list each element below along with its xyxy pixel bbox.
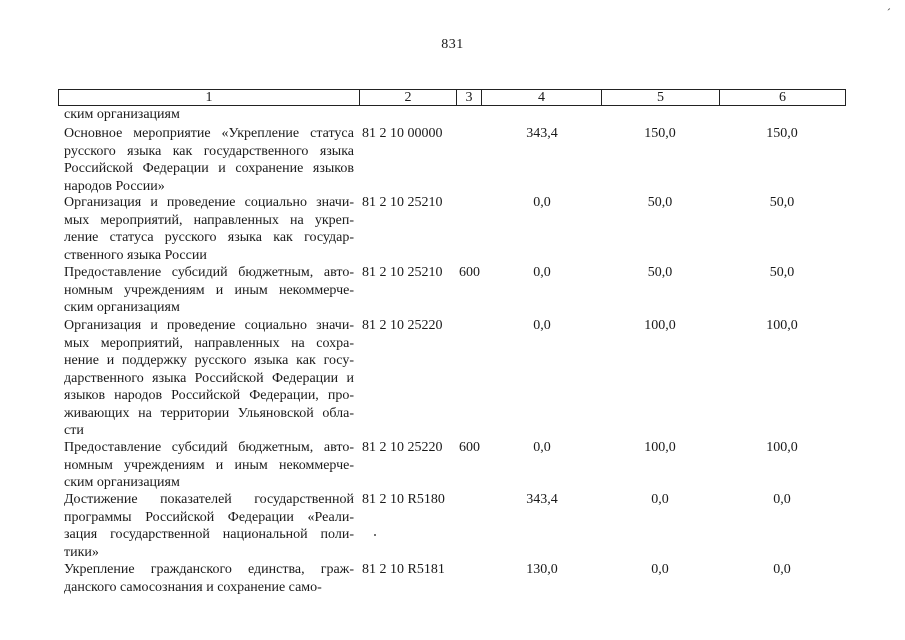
row-value-col6: 50,0: [769, 265, 795, 280]
description-line: ским организациям: [64, 475, 180, 490]
row-value-col5: 150,0: [644, 126, 676, 141]
row-value-col5: 100,0: [644, 318, 676, 333]
row-value-col4: 343,4: [526, 126, 558, 141]
row-value-col4: 343,4: [526, 492, 558, 507]
row-description: [64, 491, 354, 561]
description-line: мых мероприятий, направленных на укреп-: [64, 212, 354, 228]
description-line: Организация и проведение социально значи-: [64, 195, 354, 210]
row-code: 81 2 10 R5180: [362, 492, 445, 507]
description-line: ским организациям: [64, 300, 180, 315]
row-value-col5: 0,0: [651, 492, 669, 507]
row-code: 81 2 10 00000: [362, 126, 443, 141]
row-description: [64, 439, 354, 492]
row-value-col5: 100,0: [644, 440, 676, 455]
description-line: ление статуса русского языка как государ-: [64, 230, 354, 245]
column-header-5: 5: [601, 90, 719, 105]
row-description: [64, 317, 354, 440]
row-value-col6: 100,0: [766, 440, 798, 455]
row-value-col5: 50,0: [647, 265, 673, 280]
description-line: нение и поддержку русского языка как госу-: [64, 353, 354, 368]
row-value-col4: 0,0: [533, 195, 551, 210]
description-line: Организация и проведение социально значи-: [64, 318, 354, 333]
table-header-row: [58, 89, 846, 106]
row-code: 81 2 10 25220: [362, 440, 443, 455]
description-line: данского самосознания и сохранение само-: [64, 579, 322, 595]
description-line: программы Российской Федерации «Реали-: [64, 509, 354, 525]
column-header-2: 2: [359, 90, 456, 105]
row-description: [64, 194, 354, 264]
row-description: [64, 561, 354, 596]
description-line: дарственного языка Российской Федерации и: [64, 370, 354, 386]
description-line: мых мероприятий, направленных на сохра-: [64, 335, 354, 351]
description-line: ским организациям: [64, 107, 180, 122]
description-line: Основное мероприятие «Укрепление статуса: [64, 126, 354, 141]
description-line: номным учреждениям и иным некоммерче-: [64, 282, 354, 298]
row-value-col6: 50,0: [769, 195, 795, 210]
row-code: 81 2 10 25210: [362, 265, 443, 280]
row-value-col4: 130,0: [526, 562, 558, 577]
column-header-1: 1: [205, 90, 213, 105]
row-expense-type: 600: [459, 440, 480, 455]
row-value-col6: 0,0: [773, 562, 791, 577]
row-value-col4: 0,0: [533, 440, 551, 455]
row-code: 81 2 10 25210: [362, 195, 443, 210]
row-value-col5: 0,0: [651, 562, 669, 577]
row-code: 81 2 10 R5181: [362, 562, 445, 577]
description-line: сти: [64, 423, 84, 438]
row-value-col6: 100,0: [766, 318, 798, 333]
row-description: [64, 264, 354, 317]
description-line: Достижение показателей государственной: [64, 492, 354, 507]
stray-dot: [374, 534, 376, 536]
row-value-col4: 0,0: [533, 318, 551, 333]
page-number: 831: [441, 37, 464, 52]
description-line: народов России»: [64, 178, 165, 194]
description-line: Предоставление субсидий бюджетным, авто-: [64, 440, 354, 455]
row-value-col6: 150,0: [766, 126, 798, 141]
description-line: Предоставление субсидий бюджетным, авто-: [64, 265, 354, 280]
description-line: Российской Федерации и сохранение языков: [64, 161, 354, 176]
description-line: живающих на территории Ульяновской обла-: [64, 405, 354, 421]
column-header-3: 3: [456, 90, 481, 105]
corner-mark: ʹ: [882, 6, 892, 18]
description-line: русского языка как государственного языка: [64, 143, 354, 159]
column-header-6: 6: [719, 90, 845, 105]
row-value-col4: 0,0: [533, 265, 551, 280]
description-line: языков народов Российской Федерации, про-: [64, 388, 354, 403]
description-line: номным учреждениям и иным некоммерче-: [64, 457, 354, 473]
description-line: ственного языка России: [64, 247, 207, 263]
description-line: зация государственной национальной поли-: [64, 527, 354, 542]
column-header-4: 4: [481, 90, 601, 105]
description-line: тики»: [64, 544, 99, 560]
row-expense-type: 600: [459, 265, 480, 280]
description-line: Укрепление гражданского единства, граж-: [64, 562, 354, 577]
row-description: [64, 125, 354, 195]
row-value-col5: 50,0: [647, 195, 673, 210]
row-value-col6: 0,0: [773, 492, 791, 507]
row-code: 81 2 10 25220: [362, 318, 443, 333]
row-description: [64, 106, 354, 124]
